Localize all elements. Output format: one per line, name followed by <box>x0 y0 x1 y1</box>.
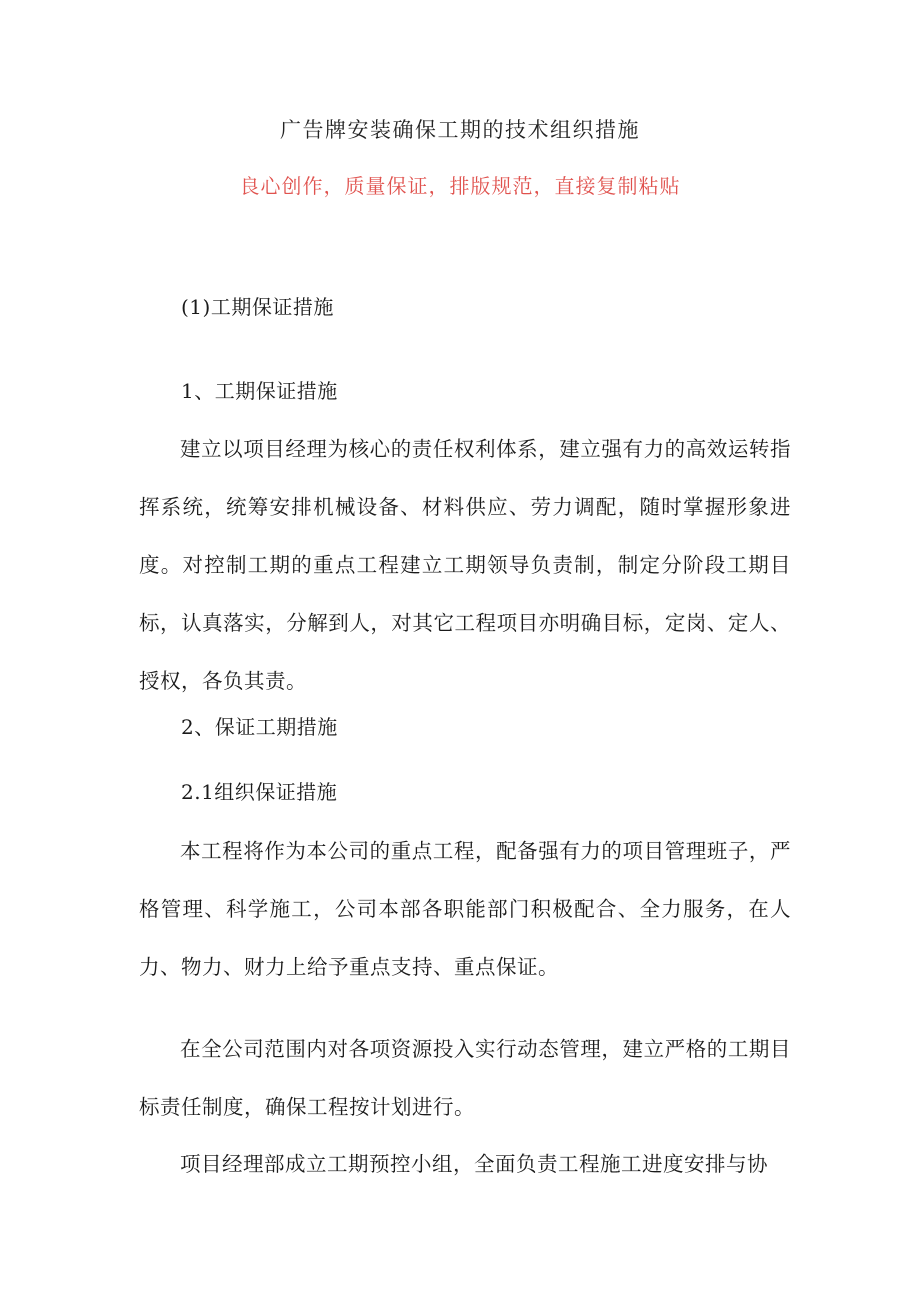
paragraph-2-1-b: 在全公司范围内对各项资源投入实行动态管理，建立严格的工期目标责任制度，确保工程按计划进行。 <box>139 1037 791 1119</box>
paragraph-1-1: 建立以项目经理为核心的责任权利体系，建立强有力的高效运转指挥系统，统筹安排机械设备、材料供应、劳力调配，随时掌握形象进度。对控制工期的重点工程建立工期领导负责制，制定分阶段工期目标，认真落实，分解到人，对其它工程项目亦明确目标，定岗、定人、授权，各负其责。 <box>139 437 791 693</box>
subsection-heading-2-1: 2.1组织保证措施 <box>181 780 338 804</box>
paragraph-2-1-a: 本工程将作为本公司的重点工程，配备强有力的项目管理班子，严格管理、科学施工，公司本部各职能部门积极配合、全力服务，在人力、物力、财力上给予重点支持、重点保证。 <box>139 839 791 979</box>
section-heading-2: 2、保证工期措施 <box>181 715 338 739</box>
document-title: 广告牌安装确保工期的技术组织措施 <box>280 118 640 142</box>
subsection-heading-1-1: 1、工期保证措施 <box>181 379 338 403</box>
document-subtitle: 良心创作，质量保证，排版规范，直接复制粘贴 <box>239 174 681 198</box>
section-heading-1: (1)工期保证措施 <box>181 295 334 319</box>
paragraph-2-1-c: 项目经理部成立工期预控小组，全面负责工程施工进度安排与协 <box>180 1152 768 1176</box>
